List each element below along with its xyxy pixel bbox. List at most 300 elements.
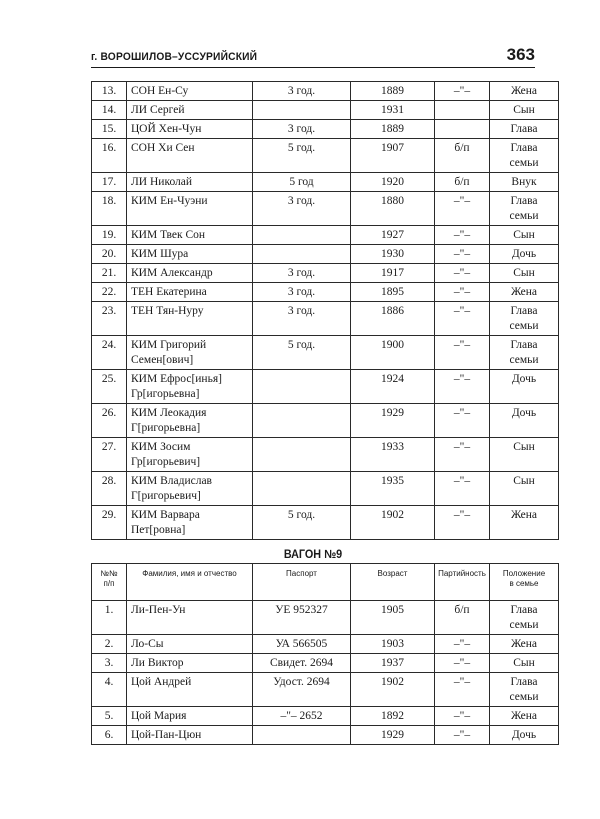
cell-age-text: 1930 <box>381 248 404 260</box>
header-name-line: Фамилия, имя и отчество <box>142 569 237 578</box>
header-num-line: №№ <box>100 569 118 578</box>
cell-num <box>92 726 127 745</box>
cell-passport-text: Удост. 2694 <box>273 676 330 688</box>
cell-party <box>435 601 490 635</box>
cell-passport-text: 5 год <box>289 176 314 188</box>
cell-name-line: ТЕН Екатерина <box>131 286 207 298</box>
cell-age-text: 1892 <box>381 710 404 722</box>
cell-passport-text: –"– 2652 <box>280 710 323 722</box>
deportee-table-continued <box>91 81 559 540</box>
cell-passport <box>253 726 351 745</box>
cell-num <box>92 192 127 226</box>
cell-party-text: –"– <box>453 195 471 207</box>
cell-num <box>92 673 127 707</box>
cell-num <box>92 635 127 654</box>
cell-passport-text: 3 год. <box>287 123 316 135</box>
cell-name <box>127 120 253 139</box>
table-row <box>92 82 559 101</box>
cell-position <box>490 635 559 654</box>
header-num-line: п/п <box>103 579 115 588</box>
cell-name-line: СОН Хи Сен <box>131 142 195 154</box>
cell-age <box>351 245 435 264</box>
cell-party-text: –"– <box>453 509 471 521</box>
cell-party <box>435 438 490 472</box>
cell-name-line: Гр[игорьевич] <box>131 456 201 468</box>
cell-passport <box>253 336 351 370</box>
table-row <box>92 264 559 283</box>
cell-passport <box>253 192 351 226</box>
cell-position <box>490 283 559 302</box>
cell-age <box>351 438 435 472</box>
cell-num-text: 26. <box>101 407 117 419</box>
cell-num-text: 14. <box>101 104 117 116</box>
cell-passport <box>253 283 351 302</box>
cell-party-text: –"– <box>453 407 471 419</box>
cell-position-line: Жена <box>510 638 538 650</box>
cell-num <box>92 226 127 245</box>
cell-passport <box>253 82 351 101</box>
cell-age-text: 1929 <box>381 407 404 419</box>
cell-position-line: Жена <box>510 710 538 722</box>
running-head <box>91 44 535 68</box>
cell-position-line: Сын <box>513 657 535 669</box>
cell-name <box>127 101 253 120</box>
cell-name-line: Цой-Пан-Цюн <box>131 729 202 741</box>
cell-position-line: Глава <box>510 676 538 688</box>
table-row <box>92 226 559 245</box>
cell-passport <box>253 264 351 283</box>
cell-passport <box>253 120 351 139</box>
cell-num-text: 27. <box>101 441 117 453</box>
cell-age-text: 1902 <box>381 509 404 521</box>
cell-age-text: 1905 <box>381 604 404 616</box>
cell-name-line: Семен[ович] <box>131 354 194 366</box>
cell-position <box>490 673 559 707</box>
cell-position-line: Жена <box>510 509 538 521</box>
cell-num-text: 13. <box>101 85 117 97</box>
table-row <box>92 654 559 673</box>
cell-name <box>127 139 253 173</box>
cell-age <box>351 635 435 654</box>
cell-party <box>435 506 490 540</box>
cell-party <box>435 726 490 745</box>
cell-party-text: –"– <box>453 475 471 487</box>
cell-position-line: Глава <box>510 604 538 616</box>
cell-position <box>490 726 559 745</box>
cell-num-text: 20. <box>101 248 117 260</box>
cell-party-text: –"– <box>453 229 471 241</box>
cell-num <box>92 302 127 336</box>
cell-position <box>490 173 559 192</box>
cell-position <box>490 601 559 635</box>
cell-age <box>351 283 435 302</box>
table-row <box>92 370 559 404</box>
cell-passport-text: УА 566505 <box>275 638 328 650</box>
cell-passport-text: Свидет. 2694 <box>269 657 334 669</box>
cell-position-line: Дочь <box>511 729 537 741</box>
cell-position-line: Глава <box>510 305 538 317</box>
cell-age <box>351 120 435 139</box>
cell-passport <box>253 438 351 472</box>
cell-num <box>92 654 127 673</box>
cell-num <box>92 173 127 192</box>
cell-passport <box>253 302 351 336</box>
cell-position-line: Глава <box>510 142 538 154</box>
cell-position-line: Глава <box>510 339 538 351</box>
cell-age <box>351 173 435 192</box>
cell-party-text: б/п <box>454 142 470 154</box>
cell-age <box>351 506 435 540</box>
cell-age <box>351 726 435 745</box>
cell-num-text: 18. <box>101 195 117 207</box>
cell-party <box>435 283 490 302</box>
cell-passport-text: 5 год. <box>287 142 316 154</box>
cell-age-text: 1902 <box>381 676 404 688</box>
cell-age <box>351 601 435 635</box>
cell-name <box>127 635 253 654</box>
cell-position <box>490 82 559 101</box>
cell-position <box>490 120 559 139</box>
cell-party-text: –"– <box>453 339 471 351</box>
cell-num <box>92 264 127 283</box>
cell-name <box>127 673 253 707</box>
cell-name-line: КИМ Ефрос[инья] <box>131 373 222 385</box>
table-row <box>92 506 559 540</box>
cell-name-line: КИМ Шура <box>131 248 189 260</box>
cell-age-text: 1929 <box>381 729 404 741</box>
cell-age-text: 1907 <box>381 142 404 154</box>
cell-party <box>435 245 490 264</box>
cell-party <box>435 120 490 139</box>
table-row <box>92 726 559 745</box>
page-number: 363 <box>506 45 535 64</box>
header-position-line: в семье <box>509 579 539 588</box>
cell-party-text: –"– <box>453 286 471 298</box>
cell-party-text: –"– <box>453 248 471 260</box>
header-age <box>351 564 435 601</box>
cell-num <box>92 404 127 438</box>
table-row <box>92 139 559 173</box>
cell-num-text: 5. <box>104 710 114 722</box>
cell-party-text: –"– <box>453 267 471 279</box>
cell-passport <box>253 404 351 438</box>
cell-position <box>490 264 559 283</box>
cell-age <box>351 264 435 283</box>
cell-name <box>127 283 253 302</box>
cell-num-text: 19. <box>101 229 117 241</box>
cell-passport <box>253 173 351 192</box>
cell-num-text: 21. <box>101 267 117 279</box>
cell-age-text: 1933 <box>381 441 404 453</box>
cell-party-text: –"– <box>453 305 471 317</box>
cell-age <box>351 707 435 726</box>
cell-age <box>351 226 435 245</box>
cell-position <box>490 506 559 540</box>
cell-age-text: 1889 <box>381 123 404 135</box>
cell-age <box>351 472 435 506</box>
cell-party-text: –"– <box>453 729 471 741</box>
cell-position <box>490 654 559 673</box>
cell-num <box>92 438 127 472</box>
cell-age <box>351 370 435 404</box>
cell-age <box>351 404 435 438</box>
cell-position-line: семьи <box>509 691 539 703</box>
cell-age-text: 1927 <box>381 229 404 241</box>
cell-name-line: Гр[игорьевна] <box>131 388 200 400</box>
cell-name-line: Г[ригорьевич] <box>131 490 201 502</box>
table-row <box>92 336 559 370</box>
cell-position-line: Жена <box>510 286 538 298</box>
cell-age <box>351 82 435 101</box>
cell-passport <box>253 673 351 707</box>
cell-party <box>435 226 490 245</box>
cell-passport-text: 5 год. <box>287 509 316 521</box>
cell-party <box>435 173 490 192</box>
table-row <box>92 707 559 726</box>
cell-name-line: КИМ Зосим <box>131 441 191 453</box>
cell-name-line: КИМ Ен-Чуэни <box>131 195 208 207</box>
cell-age-text: 1935 <box>381 475 404 487</box>
cell-party <box>435 101 490 120</box>
cell-party-text: –"– <box>453 676 471 688</box>
cell-position <box>490 226 559 245</box>
cell-name-line: КИМ Григорий <box>131 339 207 351</box>
cell-num <box>92 707 127 726</box>
cell-position-line: семьи <box>509 354 539 366</box>
cell-num <box>92 336 127 370</box>
cell-age-text: 1903 <box>381 638 404 650</box>
cell-num <box>92 120 127 139</box>
cell-position-line: Сын <box>513 267 535 279</box>
table-row <box>92 302 559 336</box>
cell-num <box>92 139 127 173</box>
table-row <box>92 173 559 192</box>
header-age-line: Возраст <box>377 569 408 578</box>
cell-party <box>435 654 490 673</box>
table-row <box>92 245 559 264</box>
cell-party <box>435 139 490 173</box>
cell-name <box>127 302 253 336</box>
cell-num-text: 4. <box>104 676 114 688</box>
table1-body <box>92 82 559 540</box>
cell-num-text: 23. <box>101 305 117 317</box>
cell-passport <box>253 601 351 635</box>
table2-body <box>92 601 559 745</box>
cell-name-line: ЛИ Николай <box>131 176 193 188</box>
cell-position-line: семьи <box>509 619 539 631</box>
cell-name <box>127 472 253 506</box>
cell-num <box>92 101 127 120</box>
cell-party <box>435 370 490 404</box>
cell-position-line: Сын <box>513 104 535 116</box>
header-passport-line: Паспорт <box>286 569 317 578</box>
cell-age-text: 1895 <box>381 286 404 298</box>
cell-position <box>490 404 559 438</box>
cell-party <box>435 472 490 506</box>
cell-position <box>490 245 559 264</box>
cell-passport <box>253 245 351 264</box>
cell-age <box>351 302 435 336</box>
cell-name-line: ТЕН Тян-Нуру <box>131 305 204 317</box>
cell-name-line: Ли-Пен-Ун <box>131 604 186 616</box>
cell-party-text: –"– <box>453 638 471 650</box>
cell-name <box>127 601 253 635</box>
cell-num <box>92 245 127 264</box>
cell-position-line: Жена <box>510 85 538 97</box>
cell-name-line: Ло-Сы <box>131 638 164 650</box>
cell-name-line: Цой Андрей <box>131 676 192 688</box>
wagon-title: ВАГОН №9 <box>283 547 343 561</box>
cell-passport <box>253 635 351 654</box>
cell-name <box>127 506 253 540</box>
cell-name-line: ЛИ Сергей <box>131 104 185 116</box>
cell-name-line: КИМ Леокадия <box>131 407 207 419</box>
cell-passport <box>253 707 351 726</box>
cell-passport <box>253 139 351 173</box>
header-party <box>435 564 490 601</box>
cell-position-line: Дочь <box>511 407 537 419</box>
cell-age <box>351 673 435 707</box>
cell-position-line: Дочь <box>511 373 537 385</box>
cell-party <box>435 192 490 226</box>
cell-age <box>351 101 435 120</box>
cell-name-line: КИМ Твек Сон <box>131 229 206 241</box>
cell-position <box>490 139 559 173</box>
table-row <box>92 120 559 139</box>
cell-party <box>435 673 490 707</box>
table-row <box>92 601 559 635</box>
header-passport <box>253 564 351 601</box>
cell-name-line: КИМ Владислав <box>131 475 212 487</box>
cell-num <box>92 82 127 101</box>
cell-passport <box>253 226 351 245</box>
cell-party <box>435 707 490 726</box>
cell-age-text: 1886 <box>381 305 404 317</box>
cell-party-text: –"– <box>453 710 471 722</box>
cell-name-line: Ли Виктор <box>131 657 184 669</box>
cell-age <box>351 192 435 226</box>
cell-num <box>92 506 127 540</box>
cell-name <box>127 82 253 101</box>
cell-position-line: Сын <box>513 441 535 453</box>
cell-position <box>490 302 559 336</box>
cell-name <box>127 336 253 370</box>
header-name <box>127 564 253 601</box>
cell-name <box>127 654 253 673</box>
cell-passport-text: 3 год. <box>287 85 316 97</box>
cell-num <box>92 283 127 302</box>
cell-passport <box>253 506 351 540</box>
cell-num-text: 28. <box>101 475 117 487</box>
cell-party-text: –"– <box>453 657 471 669</box>
cell-position-line: семьи <box>509 320 539 332</box>
cell-passport <box>253 370 351 404</box>
cell-party <box>435 82 490 101</box>
cell-position <box>490 101 559 120</box>
table-row <box>92 673 559 707</box>
table-row <box>92 635 559 654</box>
cell-age-text: 1917 <box>381 267 404 279</box>
cell-passport <box>253 654 351 673</box>
table-row <box>92 438 559 472</box>
cell-name <box>127 707 253 726</box>
cell-name <box>127 370 253 404</box>
table-row <box>92 404 559 438</box>
cell-name-line: Пет[ровна] <box>131 524 186 536</box>
cell-passport <box>253 472 351 506</box>
cell-passport <box>253 101 351 120</box>
cell-passport-text: 3 год. <box>287 286 316 298</box>
cell-passport-text: 5 год. <box>287 339 316 351</box>
header-rule <box>91 67 535 68</box>
cell-name-line: Цой Мария <box>131 710 187 722</box>
cell-name-line: Г[ригорьевна] <box>131 422 201 434</box>
running-title: г. ВОРОШИЛОВ–УССУРИЙСКИЙ <box>91 51 258 63</box>
cell-age-text: 1889 <box>381 85 404 97</box>
cell-age <box>351 654 435 673</box>
cell-party-text: –"– <box>453 373 471 385</box>
cell-num <box>92 472 127 506</box>
cell-num-text: 24. <box>101 339 117 351</box>
cell-position <box>490 336 559 370</box>
cell-name <box>127 173 253 192</box>
cell-party <box>435 336 490 370</box>
cell-name <box>127 245 253 264</box>
cell-num-text: 17. <box>101 176 117 188</box>
header-party-line: Партийность <box>438 569 486 578</box>
cell-position <box>490 192 559 226</box>
cell-age-text: 1880 <box>381 195 404 207</box>
cell-num <box>92 370 127 404</box>
cell-position-line: Сын <box>513 475 535 487</box>
cell-age-text: 1900 <box>381 339 404 351</box>
cell-age <box>351 336 435 370</box>
cell-name <box>127 726 253 745</box>
cell-position-line: Внук <box>511 176 537 188</box>
cell-party <box>435 264 490 283</box>
cell-passport-text: 3 год. <box>287 267 316 279</box>
cell-position-line: семьи <box>509 210 539 222</box>
table-row <box>92 101 559 120</box>
cell-name <box>127 404 253 438</box>
cell-num-text: 15. <box>101 123 117 135</box>
cell-party-text: б/п <box>454 604 470 616</box>
cell-position <box>490 438 559 472</box>
cell-party <box>435 635 490 654</box>
header-num <box>92 564 127 601</box>
cell-num-text: 3. <box>104 657 114 669</box>
cell-position <box>490 370 559 404</box>
cell-age-text: 1920 <box>381 176 404 188</box>
cell-passport-text: 3 год. <box>287 305 316 317</box>
cell-name-line: ЦОЙ Хен-Чун <box>131 123 202 135</box>
cell-party-text: б/п <box>454 176 470 188</box>
cell-name <box>127 226 253 245</box>
cell-party <box>435 404 490 438</box>
cell-party <box>435 302 490 336</box>
cell-age-text: 1924 <box>381 373 404 385</box>
cell-num-text: 22. <box>101 286 117 298</box>
cell-position <box>490 472 559 506</box>
cell-num-text: 29. <box>101 509 117 521</box>
cell-num-text: 16. <box>101 142 117 154</box>
table-row <box>92 283 559 302</box>
cell-party-text: –"– <box>453 441 471 453</box>
cell-name-line: СОН Ен-Су <box>131 85 189 97</box>
cell-position-line: Глава <box>510 123 538 135</box>
cell-num-text: 25. <box>101 373 117 385</box>
cell-position-line: Сын <box>513 229 535 241</box>
